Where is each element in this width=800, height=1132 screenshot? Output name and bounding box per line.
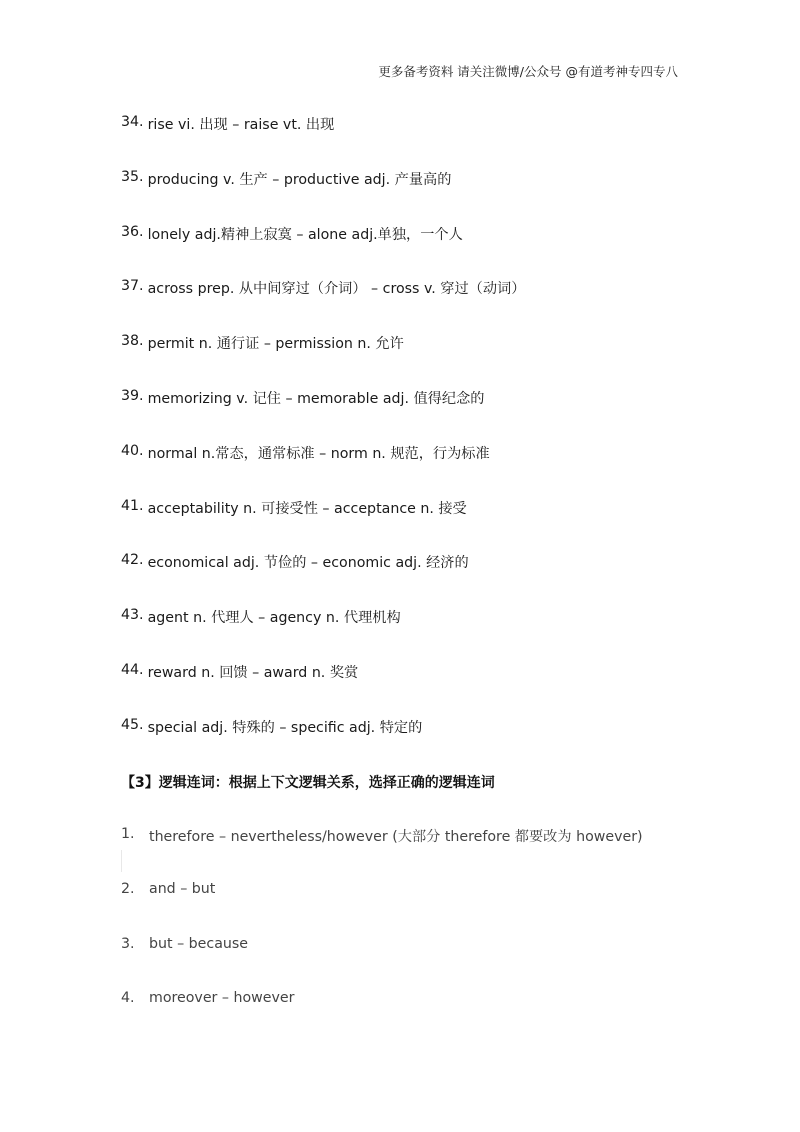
logic-connector-list: [121, 826, 643, 1045]
list-item: [121, 443, 525, 498]
item-text: reward n. 回馈 – award n. 奖赏: [147, 664, 359, 681]
list-item: [121, 224, 525, 279]
item-text: permit n. 通行证 – permission n. 允许: [147, 336, 404, 353]
vocab-list: [121, 114, 525, 772]
item-text: lonely adj.精神上寂寞 – alone adj.单独，一个人: [147, 226, 463, 243]
item-number: 39.: [121, 387, 144, 404]
item-number: 36.: [121, 223, 144, 240]
list-item: [121, 881, 643, 936]
list-item: [121, 607, 525, 662]
list-item: [121, 498, 525, 553]
item-number: 35.: [121, 168, 144, 185]
item-number: 4.: [121, 990, 135, 1007]
item-text: moreover – however: [149, 990, 295, 1007]
list-item: [121, 662, 525, 717]
item-number: 45.: [121, 716, 144, 733]
item-number: 37.: [121, 278, 144, 295]
item-text: normal n.常态，通常标准 – norm n. 规范，行为标准: [147, 445, 490, 462]
item-number: 43.: [121, 607, 144, 624]
item-number: 40.: [121, 442, 144, 459]
item-text: across prep. 从中间穿过（介词） – cross v. 穿过（动词）: [147, 281, 526, 298]
item-text: economical adj. 节俭的 – economic adj. 经济的: [147, 555, 469, 572]
list-item: [121, 114, 525, 169]
list-item: [121, 278, 525, 333]
item-text: agent n. 代理人 – agency n. 代理机构: [147, 610, 401, 627]
list-item: [121, 388, 525, 443]
item-text: but – because: [149, 935, 249, 952]
item-text: rise vi. 出现 – raise vt. 出现: [147, 117, 335, 133]
item-number: 2.: [121, 880, 135, 897]
list-item: [121, 826, 643, 881]
section-heading: 【3】逻辑连词：根据上下文逻辑关系，选择正确的逻辑连词: [121, 775, 495, 791]
page-header-note: 更多备考资料 请关注微博/公众号 @有道考神专四专八: [378, 64, 678, 79]
item-number: 1.: [121, 826, 135, 842]
item-text: memorizing v. 记住 – memorable adj. 值得纪念的: [147, 390, 485, 407]
item-text: and – but: [149, 880, 216, 897]
item-text: therefore – nevertheless/however (大部分 therefore 都要改为 however): [149, 829, 643, 845]
list-item: [121, 936, 643, 991]
item-text: producing v. 生产 – productive adj. 产量高的: [147, 171, 452, 188]
list-item: [121, 552, 525, 607]
item-number: 38.: [121, 333, 144, 350]
list-item: [121, 169, 525, 224]
item-text: special adj. 特殊的 – specific adj. 特定的: [147, 719, 423, 736]
item-number: 42.: [121, 552, 144, 569]
list-item: [121, 990, 643, 1045]
item-number: 3.: [121, 935, 135, 952]
item-number: 41.: [121, 497, 144, 514]
item-number: 44.: [121, 661, 144, 678]
item-text: acceptability n. 可接受性 – acceptance n. 接受: [147, 500, 467, 517]
list-item: [121, 717, 525, 772]
list-item: [121, 333, 525, 388]
item-number: 34.: [121, 114, 144, 130]
